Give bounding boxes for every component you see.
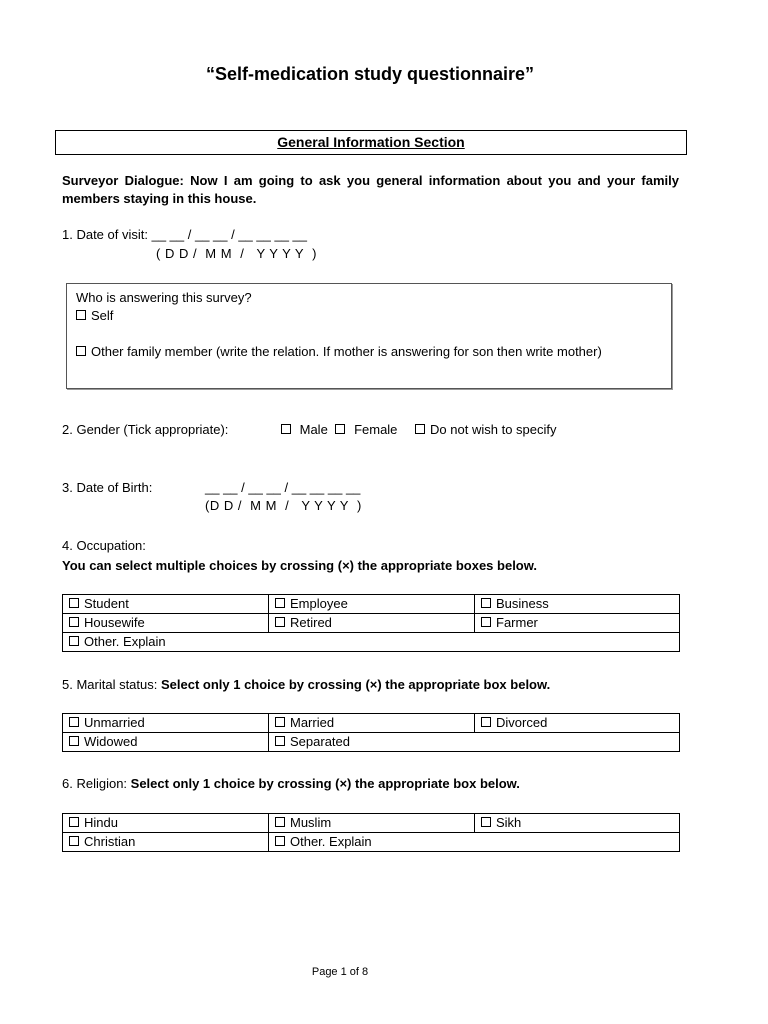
checkbox-icon[interactable] <box>281 424 291 434</box>
checkbox-icon[interactable] <box>481 817 491 827</box>
marital-option[interactable]: Separated <box>269 733 680 752</box>
checkbox-icon[interactable] <box>275 598 285 608</box>
religion-option[interactable]: Muslim <box>269 814 475 833</box>
checkbox-icon[interactable] <box>76 310 86 320</box>
occupation-option-other[interactable]: Other. Explain <box>63 633 680 652</box>
religion-option[interactable]: Christian <box>63 833 269 852</box>
q1-date-format: ( D D / M M / Y Y Y Y ) <box>156 246 317 261</box>
section-title: General Information Section <box>277 134 465 150</box>
q1-date-of-visit[interactable]: 1. Date of visit: __ __ / __ __ / __ __ __ __ <box>62 227 308 242</box>
marital-option[interactable]: Divorced <box>475 714 680 733</box>
gender-option-unspecified[interactable]: Do not wish to specify <box>415 422 556 437</box>
q2-gender-options <box>281 421 557 439</box>
checkbox-icon[interactable] <box>275 817 285 827</box>
occupation-option[interactable]: Business <box>475 595 680 614</box>
respondent-question: Who is answering this survey? <box>76 290 252 305</box>
occupation-option[interactable]: Retired <box>269 614 475 633</box>
checkbox-icon[interactable] <box>69 636 79 646</box>
checkbox-icon[interactable] <box>415 424 425 434</box>
surveyor-dialogue: Surveyor Dialogue: Now I am going to ask you general information about you and your family members staying in this house. <box>62 173 679 206</box>
page-number: Page 1 of 8 <box>311 966 369 978</box>
checkbox-icon[interactable] <box>69 598 79 608</box>
q3-dob-label: 3. Date of Birth: <box>62 480 153 495</box>
marital-option[interactable]: Widowed <box>63 733 269 752</box>
gender-option-female[interactable]: Female <box>335 422 397 437</box>
marital-option[interactable]: Unmarried <box>63 714 269 733</box>
respondent-option-self[interactable]: Self <box>76 307 656 325</box>
checkbox-icon[interactable] <box>335 424 345 434</box>
section-header <box>55 130 687 155</box>
respondent-option-other[interactable]: Other family member (write the relation. If mother is answering for son then write mother) <box>76 343 656 361</box>
religion-option[interactable]: Sikh <box>475 814 680 833</box>
gender-option-male[interactable]: Male <box>281 422 328 437</box>
checkbox-icon[interactable] <box>275 717 285 727</box>
q5-marital-label: 5. Marital status: Select only 1 choice by crossing (×) the appropriate box below. <box>62 677 551 692</box>
checkbox-icon[interactable] <box>76 346 86 356</box>
religion-table <box>62 813 680 852</box>
document-title: “Self-medication study questionnaire” <box>205 64 535 84</box>
checkbox-icon[interactable] <box>69 736 79 746</box>
occupation-option[interactable]: Housewife <box>63 614 269 633</box>
marital-table <box>62 713 680 752</box>
occupation-table <box>62 594 680 652</box>
religion-option[interactable]: Hindu <box>63 814 269 833</box>
q3-dob-format: (D D / M M / Y Y Y Y ) <box>205 498 362 513</box>
checkbox-icon[interactable] <box>481 598 491 608</box>
checkbox-icon[interactable] <box>275 617 285 627</box>
checkbox-icon[interactable] <box>275 736 285 746</box>
checkbox-icon[interactable] <box>69 717 79 727</box>
checkbox-icon[interactable] <box>481 717 491 727</box>
checkbox-icon[interactable] <box>69 617 79 627</box>
marital-option[interactable]: Married <box>269 714 475 733</box>
q2-gender-label: 2. Gender (Tick appropriate): <box>62 422 229 437</box>
q6-instruction: Select only 1 choice by crossing (×) the appropriate box below. <box>130 776 520 791</box>
q3-dob-field[interactable]: __ __ / __ __ / __ __ __ __ <box>205 480 361 495</box>
q5-instruction: Select only 1 choice by crossing (×) the appropriate box below. <box>160 677 551 692</box>
respondent-box <box>66 283 672 389</box>
occupation-option[interactable]: Farmer <box>475 614 680 633</box>
checkbox-icon[interactable] <box>275 836 285 846</box>
q6-religion-label: 6. Religion: Select only 1 choice by crossing (×) the appropriate box below. <box>62 776 520 791</box>
religion-option-other[interactable]: Other. Explain <box>269 833 680 852</box>
checkbox-icon[interactable] <box>481 617 491 627</box>
occupation-option[interactable]: Employee <box>269 595 475 614</box>
q4-instruction: You can select multiple choices by crossing (×) the appropriate boxes below. <box>62 558 537 573</box>
q4-occupation-label: 4. Occupation: <box>62 538 146 553</box>
checkbox-icon[interactable] <box>69 817 79 827</box>
occupation-option[interactable]: Student <box>63 595 269 614</box>
checkbox-icon[interactable] <box>69 836 79 846</box>
